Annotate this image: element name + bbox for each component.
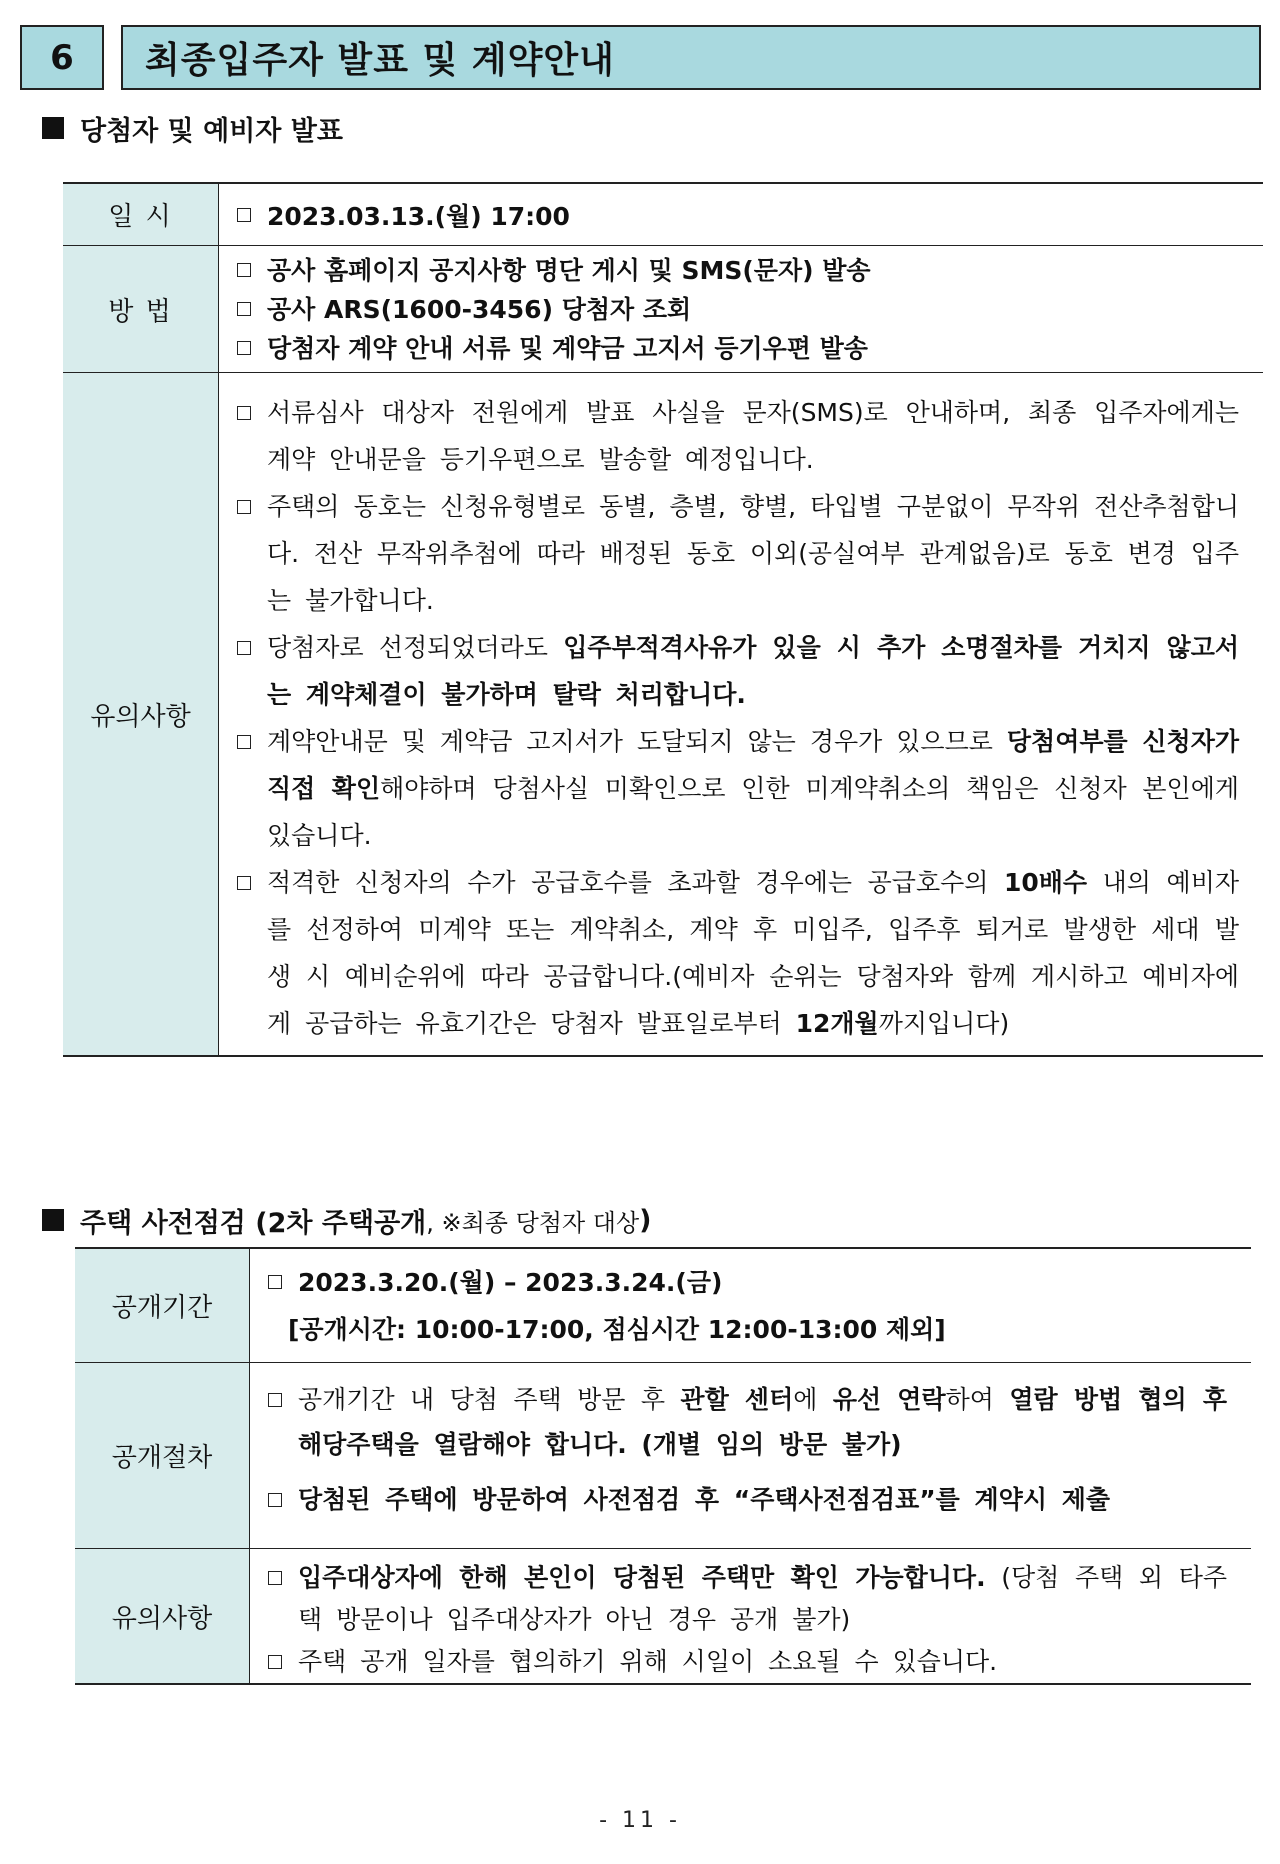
item-text: 당첨된 주택에 방문하여 사전점검 후 “주택사전점검표”를 계약시 제출 [298, 1485, 1110, 1514]
table-row [75, 1549, 1251, 1683]
table-row [63, 246, 1263, 373]
list-item [268, 1641, 1227, 1683]
row-label-notes: 유의사항 [75, 1549, 250, 1683]
table-row [63, 373, 1263, 1055]
checkbox-bullet-icon [237, 735, 251, 749]
subheading-text: 주택 사전점검 (2차 주택공개 [80, 1207, 427, 1239]
list-item [237, 483, 1239, 624]
list-item [268, 1477, 1227, 1522]
square-bullet-icon [42, 117, 64, 139]
item-text: 당첨자 계약 안내 서류 및 계약금 고지서 등기우편 발송 [267, 333, 868, 363]
item-text: 서류심사 대상자 전원에게 발표 사실을 문자(SMS)로 안내하며, 최종 입주자에게는 계약 안내문을 등기우편으로 발송할 예정입니다. [267, 398, 1239, 474]
item-text: 주택의 동호는 신청유형별로 동별, 층별, 향별, 타입별 구분없이 무작위 전산추첨합니다. 전산 무작위추첨에 따라 배정된 동호 이외(공실여부 관계없음)로 동호 변경 입주는 불가합니다. [267, 492, 1239, 615]
item-text: 공사 ARS(1600-3456) 당첨자 조회 [267, 294, 692, 324]
list-item [237, 197, 570, 233]
list-item [237, 254, 1239, 287]
checkbox-bullet-icon [268, 1493, 282, 1507]
item-subtext: [공개시간: 10:00-17:00, 점심시간 12:00-13:00 제외] [288, 1314, 946, 1344]
checkbox-bullet-icon [237, 641, 251, 655]
item-text: 2023.3.20.(월) – 2023.3.24.(금) [298, 1267, 723, 1297]
checkbox-bullet-icon [268, 1655, 282, 1669]
list-item [268, 1557, 1227, 1641]
list-item [237, 332, 1239, 365]
subheading-preinspection [42, 1200, 652, 1240]
row-label-method: 방 법 [63, 246, 219, 372]
item-text: 당첨자로 선정되었더라도 입주부적격사유가 있을 시 추가 소명절차를 거치지 않고서는 계약체결이 불가하며 탈락 처리합니다. [267, 633, 1239, 709]
checkbox-bullet-icon [237, 876, 251, 890]
checkbox-bullet-icon [237, 341, 251, 355]
list-item [237, 389, 1239, 483]
table-row [75, 1249, 1251, 1363]
preinspection-table [75, 1247, 1251, 1685]
announcement-table [63, 182, 1263, 1057]
section-number: 6 [20, 25, 104, 90]
subheading-text: 당첨자 및 예비자 발표 [80, 115, 343, 147]
subheading-announcement [42, 108, 343, 148]
table-row [75, 1363, 1251, 1549]
table-row [63, 184, 1263, 246]
list-item [237, 293, 1239, 326]
list-item [268, 1259, 1227, 1306]
checkbox-bullet-icon [268, 1275, 282, 1289]
checkbox-bullet-icon [237, 500, 251, 514]
checkbox-bullet-icon [237, 263, 251, 277]
item-text: 계약안내문 및 계약금 고지서가 도달되지 않는 경우가 있으므로 당첨여부를 신청자가 직접 확인해야하며 당첨사실 미확인으로 인한 미계약취소의 책임은 신청자 본인에게 있습니다. [267, 727, 1239, 850]
item-text: 주택 공개 일자를 협의하기 위해 시일이 소요될 수 있습니다. [298, 1647, 998, 1676]
list-item [237, 718, 1239, 859]
checkbox-bullet-icon [237, 208, 251, 222]
list-item [237, 859, 1239, 1047]
checkbox-bullet-icon [237, 302, 251, 316]
square-bullet-icon [42, 1209, 64, 1231]
row-label-notes: 유의사항 [63, 373, 219, 1055]
page-number: - 11 - [599, 1808, 681, 1833]
subheading-close: ) [639, 1204, 652, 1236]
list-item [268, 1377, 1227, 1467]
section-title: 최종입주자 발표 및 계약안내 [121, 25, 1261, 90]
list-item [237, 624, 1239, 718]
row-label-datetime: 일 시 [63, 184, 219, 245]
row-label-procedure: 공개절차 [75, 1363, 250, 1548]
subheading-note: , ※최종 당첨자 대상 [426, 1208, 640, 1237]
item-text: 공개기간 내 당첨 주택 방문 후 관할 센터에 유선 연락하여 열람 방법 협의 후 해당주택을 열람해야 합니다. (개별 임의 방문 불가) [298, 1385, 1227, 1459]
item-text: 입주대상자에 한해 본인이 당첨된 주택만 확인 가능합니다. (당첨 주택 외 타주택 방문이나 입주대상자가 아닌 경우 공개 불가) [298, 1563, 1228, 1634]
item-text: 2023.03.13.(월) 17:00 [267, 201, 570, 231]
checkbox-bullet-icon [237, 406, 251, 420]
checkbox-bullet-icon [268, 1393, 282, 1407]
row-label-period: 공개기간 [75, 1249, 250, 1362]
checkbox-bullet-icon [268, 1571, 282, 1585]
item-text: 적격한 신청자의 수가 공급호수를 초과할 경우에는 공급호수의 10배수 내의 예비자를 선정하여 미계약 또는 계약취소, 계약 후 미입주, 입주후 퇴거로 발생한 세대 발생 시 예비순위에 따라 공급합니다.(예비자 순위는 당첨자와 함께 게시하고 예비자에게 공급하는 유효기간은 당첨자 발표일로부터 12개월까지입니다) [267, 868, 1239, 1038]
item-text: 공사 홈페이지 공지사항 명단 게시 및 SMS(문자) 발송 [267, 255, 871, 285]
